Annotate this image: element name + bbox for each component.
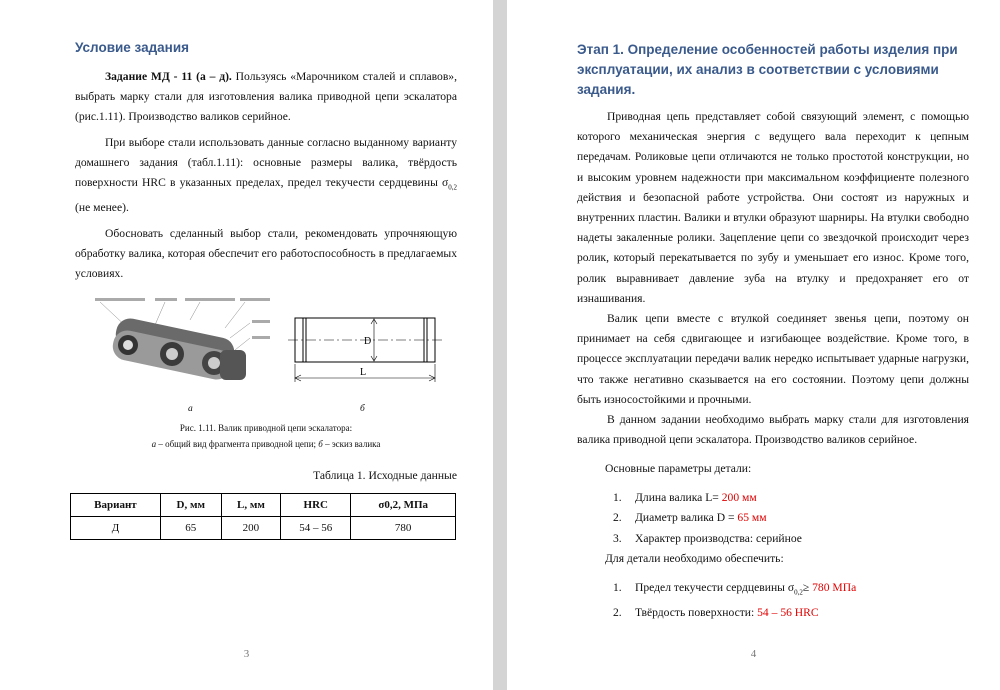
header-hrc: HRC <box>281 494 351 517</box>
figure-label-a: а <box>188 404 193 414</box>
task-restate-paragraph[interactable]: В данном задании необходимо выбрать марку стали для изготовления валика приводной цепи эскалатора. Производство валиков серийное. <box>577 413 969 447</box>
page-4-heading: Этап 1. Определение особенностей работы изделия при эксплуатации, их анализ в соответствии с условиями задания. <box>577 42 958 97</box>
variant-text-end: (не менее). <box>75 200 129 214</box>
caption-line-1: Рис. 1.11. Валик приводной цепи эскалатора: <box>179 423 353 433</box>
list-item: 1. Предел текучести сердцевины $\sigma_{0,2}\ge 780$ МПа <box>613 581 857 597</box>
list-item: 2. Диаметр валика D = 65 мм <box>613 511 767 525</box>
figure-label-b: б <box>360 404 365 414</box>
list-item: 2. Твёрдость поверхности: 54 – 56 HRC <box>613 605 819 619</box>
task-label: Задание МД - 11 (а – д). <box>105 70 232 83</box>
page-4-body <box>577 107 969 450</box>
cell-sigma: 780 <box>351 517 456 540</box>
cell-variant: Д <box>71 517 161 540</box>
header-sigma: σ0,2, МПа <box>351 494 456 517</box>
table-header-row <box>71 494 456 517</box>
dim-D-label: D <box>364 336 372 347</box>
ensure-list <box>577 578 969 623</box>
variant-text: При выборе стали использовать данные согласно выданному варианту домашнего задания (табл.1.11): основные размеры валика, твёрдость поверхности HRC в указанных пределах, предел текучести сердцевины σ <box>75 135 457 190</box>
table-title: Таблица 1. Исходные данные <box>313 469 457 482</box>
chain-description-paragraph[interactable]: Приводная цепь представляет собой связующий элемент, с помощью которого механическая энергия с ведущего вала переходит к цепным передачам. Роликовые цепи отличаются не только простотой конструкции, но и высоким уровнем надежности при максимальном коэффициенте полезного действия и безопасной работе устройства. Они состоят из наружных и внутренних пластин. Валики и втулки образуют шарниры. На втулки свободно надеты закаленные ролики. Зацепление цепи со звездочкой происходит через ролик, который перекатывается по зубу и уменьшает его износ. Кроме того, ролик выравнивает давление зуба на втулку и предохраняет его от изнашивания. <box>577 110 969 305</box>
variant-paragraph <box>75 133 457 218</box>
justify-paragraph: Обосновать сделанный выбор стали, рекомендовать упрочняющую обработку валика, которая обеспечит его работоспособность в предлагаемых условиях. <box>75 226 457 281</box>
caption-line-2: а – общий вид фрагмента приводной цепи; б – эскиз валика <box>151 439 381 449</box>
header-diameter: D, мм <box>160 494 221 517</box>
cell-diameter: 65 <box>160 517 221 540</box>
task-text: Пользуясь «Марочником сталей и сплавов», выбрать марку стали для изготовления валика приводной цепи эскалатора (рис.1.11). Производство валиков серийное. <box>75 70 457 124</box>
figure-caption <box>75 420 457 452</box>
params-list <box>577 488 969 549</box>
header-length: L, мм <box>221 494 281 517</box>
task-paragraph <box>75 67 457 128</box>
parameters-section <box>577 459 969 623</box>
ensure-title: Для детали необходимо обеспечить: <box>605 551 784 565</box>
cell-hrc: 54 – 56 <box>281 517 351 540</box>
dim-L-label: L <box>360 367 367 378</box>
page-3-heading: Условие задания <box>75 40 190 55</box>
page-3 <box>0 0 493 690</box>
chain-fragment-drawing <box>110 316 246 382</box>
list-item: 3. Характер производства: серийное <box>613 531 802 545</box>
list-item: 1. Длина валика L= 200 мм <box>613 491 757 505</box>
cell-length: 200 <box>221 517 281 540</box>
shaft-load-paragraph[interactable]: Валик цепи вместе с втулкой соединяет звенья цепи, поэтому он принимает на себя сдвигающее и изгибающее воздействие. Кроме того, в процессе эксплуатации передачи валик нередко испытывает ударные нагрузки, что также негативно сказывается на его состоянии. Поэтому цепи должны быть износостойкими и прочными. <box>577 312 969 406</box>
params-title: Основные параметры детали: <box>605 462 752 475</box>
sigma-subscript: 0,2 <box>448 183 457 192</box>
task-description <box>75 67 457 284</box>
page-number-4: 4 <box>750 648 757 660</box>
page-4 <box>507 0 1000 690</box>
page-number-3: 3 <box>243 648 250 660</box>
table-row <box>71 517 456 540</box>
source-data-table <box>70 493 456 540</box>
figure-chain-and-shaft <box>90 290 450 400</box>
header-variant: Вариант <box>71 494 161 517</box>
